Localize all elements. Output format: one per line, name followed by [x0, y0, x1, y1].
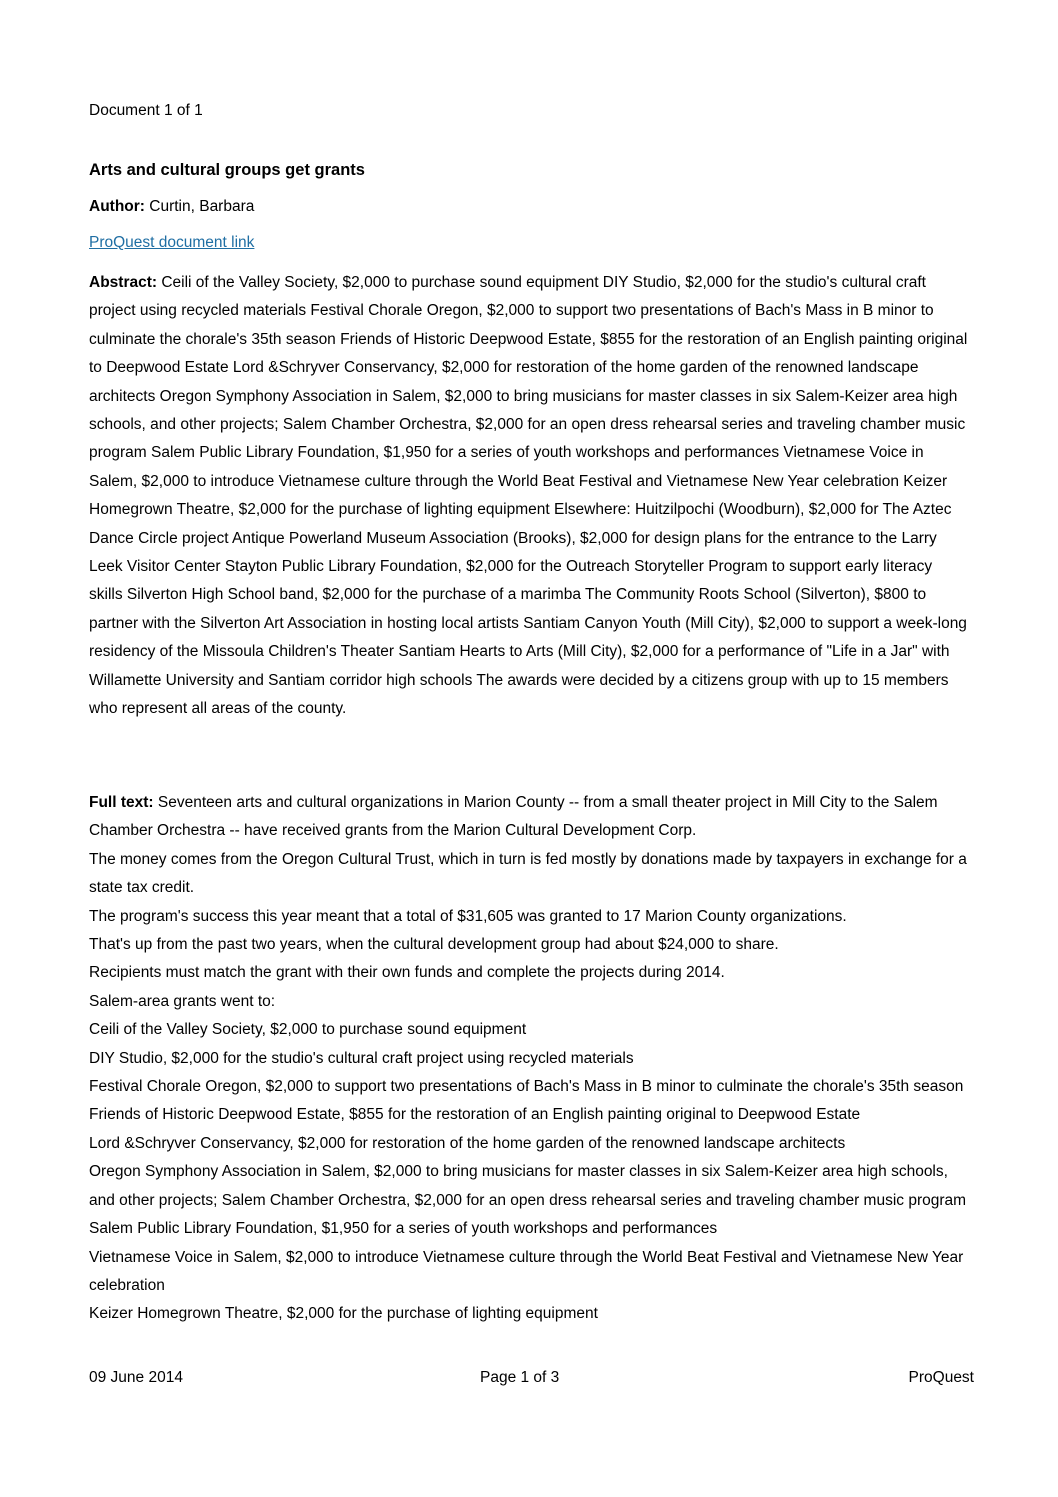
document-count: Document 1 of 1: [89, 102, 203, 119]
grant-list-item: Ceili of the Valley Society, $2,000 to purchase sound equipment: [89, 1021, 527, 1039]
full-text-paragraph: Recipients must match the grant with their own funds and complete the projects during 2014.: [89, 964, 725, 982]
abstract-label: Abstract:: [89, 274, 158, 291]
abstract-section: [89, 269, 969, 724]
author-label: Author:: [89, 198, 145, 215]
full-text-paragraph: The money comes from the Oregon Cultural Trust, which in turn is fed mostly by donations made by taxpayers in exchange for a state tax credit.: [89, 850, 967, 897]
article-title: Arts and cultural groups get grants: [89, 161, 365, 179]
full-text-section: [89, 789, 969, 1329]
grant-list-item: Lord &Schryver Conservancy, $2,000 for restoration of the home garden of the renowned landscape architects: [89, 1134, 846, 1152]
footer-date: 09 June 2014: [89, 1369, 183, 1386]
footer-brand: ProQuest: [908, 1369, 974, 1386]
abstract-text: Ceili of the Valley Society, $2,000 to purchase sound equipment DIY Studio, $2,000 for the studio's cultural craft project using recycled materials Festival Chorale Oregon, $2,000 to support two presentations of Bach's Mass in B minor to culminate the chorale's 35th season Friends of Historic Deepwood Estate, $855 for the restoration of an English painting original to Deepwood Estate Lord &Schryver Conservancy, $2,000 for restoration of the home garden of the renowned landscape architects Oregon Symphony Association in Salem, $2,000 to bring musicians for master classes in six Salem-Keizer area high schools, and other projects; Salem Chamber Orchestra, $2,000 for an open dress rehearsal series and traveling chamber music program Salem Public Library Foundation, $1,950 for a series of youth workshops and performances Vietnamese Voice in Salem, $2,000 to introduce Vietnamese culture through the World Beat Festival and Vietnamese New Year celebration Keizer Homegrown Theatre, $2,000 for the purchase of lighting equipment Elsewhere: Huitzilpochi (Woodburn), $2,000 for The Aztec Dance Circle project Antique Powerland Museum Association (Brooks), $2,000 for design plans for the entrance to the Larry Leek Visitor Center Stayton Public Library Foundation, $2,000 for the Outreach Storyteller Program to support early literacy skills Silverton High School band, $2,000 for the purchase of a marimba The Community Roots School (Silverton), $800 to partner with the Silverton Art Association in hosting local artists Santiam Canyon Youth (Mill City), $2,000 to support a week-long residency of the Missoula Children's Theater Santiam Hearts to Arts (Mill City), $2,000 for a performance of "Life in a Jar" with Willamette University and Santiam corridor high schools The awards were decided by a citizens group with up to 15 members who represent all areas of the county.: [89, 274, 968, 718]
page-footer: [89, 1368, 974, 1388]
grant-list-item: Friends of Historic Deepwood Estate, $855 for the restoration of an English painting original to Deepwood Estate: [89, 1106, 861, 1124]
paragraph-text: Seventeen arts and cultural organizations in Marion County -- from a small theater project in Mill City to the Salem Chamber Orchestra -- have received grants from the Marion Cultural Development Corp.: [89, 794, 938, 840]
full-text-paragraph: That's up from the past two years, when the cultural development group had about $24,000 to share.: [89, 936, 779, 954]
proquest-document-link[interactable]: ProQuest document link: [89, 234, 255, 251]
grant-list-item: DIY Studio, $2,000 for the studio's cultural craft project using recycled materials: [89, 1049, 634, 1067]
full-text-paragraph: The program's success this year meant that a total of $31,605 was granted to 17 Marion County organizations.: [89, 907, 847, 925]
author-name[interactable]: Curtin, Barbara: [149, 198, 255, 215]
full-text-label: Full text:: [89, 794, 154, 811]
author-line: [89, 197, 254, 217]
grant-list-item: Festival Chorale Oregon, $2,000 to support two presentations of Bach's Mass in B minor to culminate the chorale's 35th season: [89, 1078, 964, 1096]
grant-list-item: Salem Public Library Foundation, $1,950 for a series of youth workshops and performances: [89, 1220, 718, 1238]
grant-list-item: Keizer Homegrown Theatre, $2,000 for the purchase of lighting equipment: [89, 1305, 598, 1323]
grant-list-item: Vietnamese Voice in Salem, $2,000 to introduce Vietnamese culture through the World Beat Festival and Vietnamese New Year celebration: [89, 1248, 964, 1294]
footer-page-number: Page 1 of 3: [480, 1369, 560, 1386]
grant-list-item: Oregon Symphony Association in Salem, $2,000 to bring musicians for master classes in six Salem-Keizer area high schools, and other projects; Salem Chamber Orchestra, $2,000 for an open dress rehearsal series and traveling chamber music program: [89, 1163, 967, 1209]
full-text-paragraph: [89, 789, 969, 846]
full-text-paragraph: Salem-area grants went to:: [89, 992, 276, 1010]
